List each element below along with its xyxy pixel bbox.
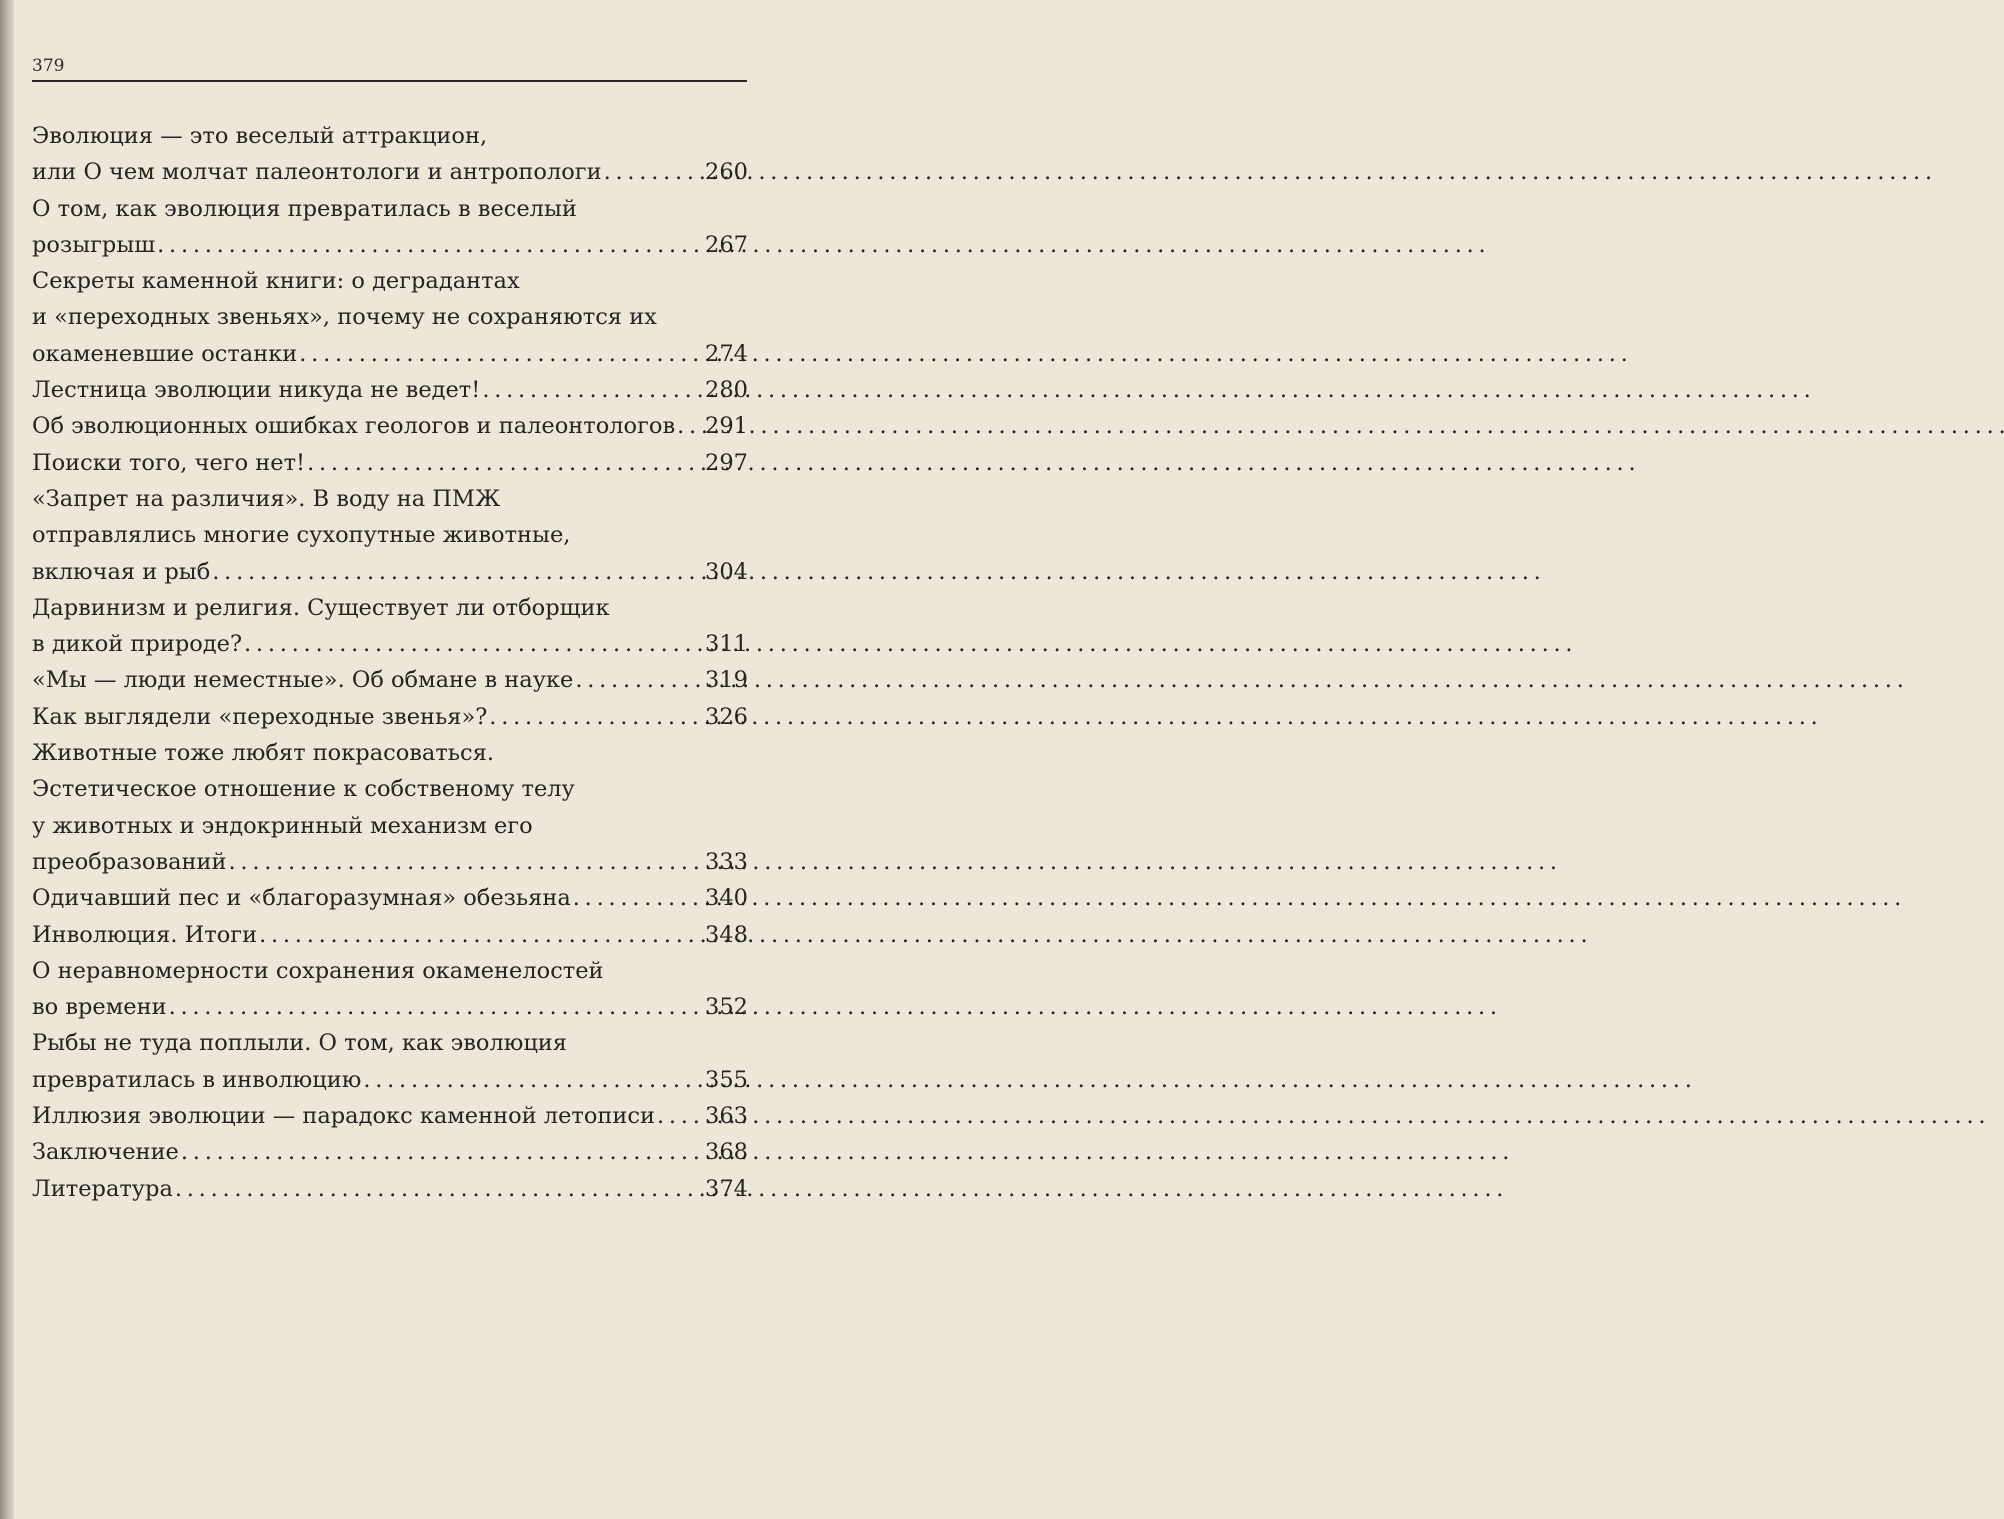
toc-entry-line [32, 191, 748, 227]
toc-entry-page-number: 311 [705, 631, 748, 658]
toc-entry [32, 662, 748, 698]
dot-leader [227, 844, 702, 880]
toc-entry-title: у животных и эндокринный механизм его [32, 812, 533, 839]
toc-entry-last-line [32, 1171, 748, 1207]
toc-entry-last-line [32, 880, 748, 916]
toc-entry-title: отправлялись многие сухопутные животные, [32, 522, 571, 549]
toc-entry [32, 445, 748, 481]
toc-entry-title: Поиски того, чего нет! [32, 449, 306, 476]
toc-entry [32, 1025, 748, 1098]
toc-entry-page-number: 291 [705, 413, 748, 440]
toc-entry-last-line [32, 372, 748, 408]
toc-entry [32, 1171, 748, 1207]
toc-entry-title: О том, как эволюция превратилась в веселый [32, 195, 577, 222]
toc-entry [32, 118, 748, 191]
toc-entry-line [32, 735, 748, 771]
toc-entry-page-number: 260 [705, 159, 748, 186]
toc-entry-last-line [32, 227, 748, 263]
toc-entry-title: Эволюция — это веселый аттракцион, [32, 123, 488, 149]
dot-leader [573, 662, 701, 698]
toc-entry-page-number: 352 [705, 994, 748, 1021]
toc-entry-last-line [32, 917, 748, 953]
toc-entry-title: Животные тоже любят покрасоваться. [32, 740, 494, 767]
page-number: 379 [32, 56, 65, 76]
dot-leader [480, 372, 701, 408]
toc-entry-last-line [32, 408, 748, 444]
toc-entry [32, 191, 748, 264]
toc-entry-page-number: 363 [705, 1103, 748, 1130]
dot-leader [675, 408, 701, 444]
toc-entry-line [32, 517, 748, 553]
toc-entry-title: Секреты каменной книги: о деградантах [32, 268, 520, 295]
dot-leader [361, 1062, 701, 1098]
dot-leader [210, 554, 701, 590]
toc-entry-title: Лестница эволюции никуда не ведет! [32, 377, 481, 404]
toc-entry-page-number: 280 [705, 377, 748, 404]
header-rule [32, 80, 747, 82]
toc-entry-line [32, 1025, 748, 1061]
toc-entry-page-number: 340 [705, 885, 748, 912]
toc-entry-last-line [32, 154, 748, 190]
toc-entry-last-line [32, 626, 748, 662]
toc-entry [32, 699, 748, 735]
toc-entry-title: Рыбы не туда поплыли. О том, как эволюция [32, 1030, 568, 1057]
toc-entry-title: розыгрыш [32, 231, 156, 258]
toc-entry [32, 408, 748, 444]
toc-entry-last-line [32, 1134, 748, 1170]
page-binding-edge [0, 0, 14, 1519]
toc-entry-last-line [32, 336, 748, 372]
toc-entry-last-line [32, 445, 748, 481]
toc-entry-title: Инволюция. Итоги [32, 921, 258, 948]
toc-entry-title: включая и рыб [32, 558, 211, 585]
toc-entry-line [32, 481, 748, 517]
dot-leader [257, 917, 701, 953]
toc-entry-title: и «переходных звеньях», почему не сохраняются их [32, 304, 657, 331]
toc-entry-title: окаменевшие останки [32, 340, 298, 367]
toc-entry-last-line [32, 1098, 748, 1134]
toc-entry-page-number: 304 [705, 558, 748, 585]
toc-entry-title: Иллюзия эволюции — парадокс каменной летописи [32, 1103, 655, 1130]
toc-entry-title: Об эволюционных ошибках геологов и палеонтологов [32, 413, 676, 440]
toc-entry-page-number: 348 [705, 921, 748, 948]
toc-entry [32, 481, 748, 590]
toc-entry-last-line [32, 989, 748, 1025]
toc-entry [32, 735, 748, 880]
toc-entry-page-number: 333 [705, 848, 748, 875]
toc-entry-line [32, 771, 748, 807]
toc-entry-line [32, 299, 748, 335]
toc-entry-page-number: 355 [705, 1066, 748, 1093]
toc-entry [32, 590, 748, 663]
dot-leader [297, 336, 701, 372]
dot-leader [167, 989, 701, 1025]
toc-entry-title: преобразований [32, 848, 227, 875]
toc-entry-title: Эстетическое отношение к собственому телу [32, 776, 575, 803]
toc-entry-page-number: 267 [705, 231, 748, 258]
toc-entry-line [32, 590, 748, 626]
toc-entry-page-number: 326 [705, 703, 748, 730]
toc-entry-last-line [32, 554, 748, 590]
toc-entry [32, 372, 748, 408]
table-of-contents [32, 118, 748, 1207]
toc-entry-last-line [32, 844, 748, 880]
toc-entry-title: во времени [32, 994, 167, 1021]
toc-entry-title: О неравномерности сохранения окаменелостей [32, 957, 604, 984]
dot-leader [155, 227, 701, 263]
toc-entry-title: Заключение [32, 1139, 179, 1166]
toc-entry-title: Как выглядели «переходные звенья»? [32, 703, 488, 730]
toc-entry-page-number: 297 [705, 449, 748, 476]
toc-entry-title: Дарвинизм и религия. Существует ли отборщик [32, 594, 610, 621]
toc-entry-title: Одичавший пес и «благоразумная» обезьяна [32, 885, 571, 912]
toc-entry-last-line [32, 662, 748, 698]
dot-leader [179, 1134, 701, 1170]
toc-entry-page-number: 374 [705, 1175, 748, 1202]
dot-leader [655, 1098, 701, 1134]
toc-entry [32, 917, 748, 953]
dot-leader [242, 626, 701, 662]
toc-entry-line [32, 953, 748, 989]
toc-entry-page-number: 274 [705, 340, 748, 367]
toc-entry-page-number: 319 [705, 667, 748, 694]
dot-leader [602, 154, 701, 190]
dot-leader [487, 699, 701, 735]
toc-entry-title: Литература [32, 1175, 173, 1202]
toc-entry [32, 263, 748, 372]
toc-entry-line [32, 118, 748, 154]
toc-entry-title: превратилась в инволюцию [32, 1066, 362, 1093]
toc-entry [32, 1098, 748, 1134]
toc-entry-title: в дикой природе? [32, 631, 243, 658]
toc-entry-line [32, 808, 748, 844]
dot-leader [571, 880, 701, 916]
toc-entry-title: «Мы — люди неместные». Об обмане в науке [32, 667, 574, 694]
dot-leader [305, 445, 701, 481]
toc-entry-line [32, 263, 748, 299]
dot-leader [173, 1171, 701, 1207]
toc-entry-page-number: 368 [705, 1139, 748, 1166]
toc-entry-last-line [32, 1062, 748, 1098]
toc-entry-title: или О чем молчат палеонтологи и антропологи [32, 159, 602, 186]
toc-entry [32, 953, 748, 1026]
toc-entry [32, 880, 748, 916]
toc-entry [32, 1134, 748, 1170]
toc-entry-last-line [32, 699, 748, 735]
toc-entry-title: «Запрет на различия». В воду на ПМЖ [32, 485, 501, 512]
